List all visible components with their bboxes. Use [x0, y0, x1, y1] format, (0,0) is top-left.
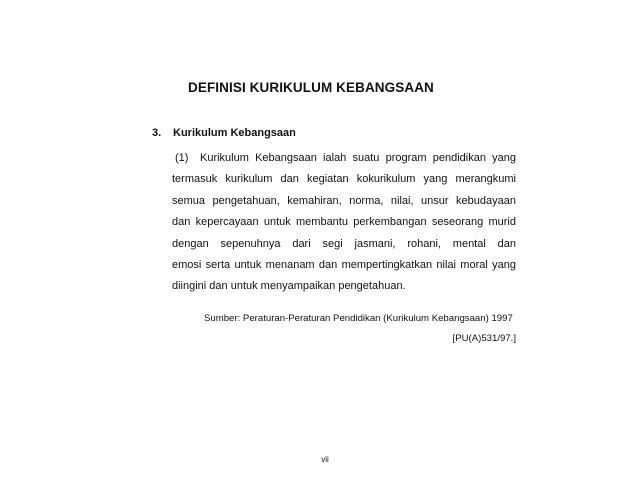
paragraph-line-text: Kurikulum Kebangsaan ialah suatu program pendidikan yang — [200, 152, 516, 164]
definition-paragraph — [172, 148, 516, 298]
paragraph-line: semua pengetahuan, kemahiran, norma, nilai, unsur kebudayaan — [172, 194, 516, 207]
paragraph-line: emosi serta untuk menanam dan mempertingkatkan nilai moral yang — [172, 258, 516, 271]
section-number: 3. — [152, 127, 162, 139]
source-citation — [204, 309, 516, 349]
paragraph-line: dengan sepenuhnya dari segi jasmani, rohani, mental dan — [172, 237, 516, 250]
paragraph-marker: (1) — [175, 152, 189, 164]
paragraph-line: termasuk kurikulum dan kegiatan kokurikulum yang merangkumi — [172, 173, 516, 186]
source-reference: [PU(A)531/97.] — [452, 333, 516, 344]
section-title: Kurikulum Kebangsaan — [173, 127, 296, 139]
paragraph-line: dan kepercayaan untuk membantu perkembangan seseorang murid — [172, 216, 516, 229]
paragraph-line — [172, 148, 516, 169]
source-text: Sumber: Peraturan-Peraturan Pendidikan (Kurikulum Kebangsaan) 1997 — [204, 313, 513, 324]
page-number: vii — [321, 455, 329, 464]
page-title: DEFINISI KURIKULUM KEBANGSAAN — [188, 80, 434, 95]
section-heading — [152, 127, 296, 139]
paragraph-line: diingini dan untuk menyampaikan pengetahuan. — [172, 280, 406, 293]
